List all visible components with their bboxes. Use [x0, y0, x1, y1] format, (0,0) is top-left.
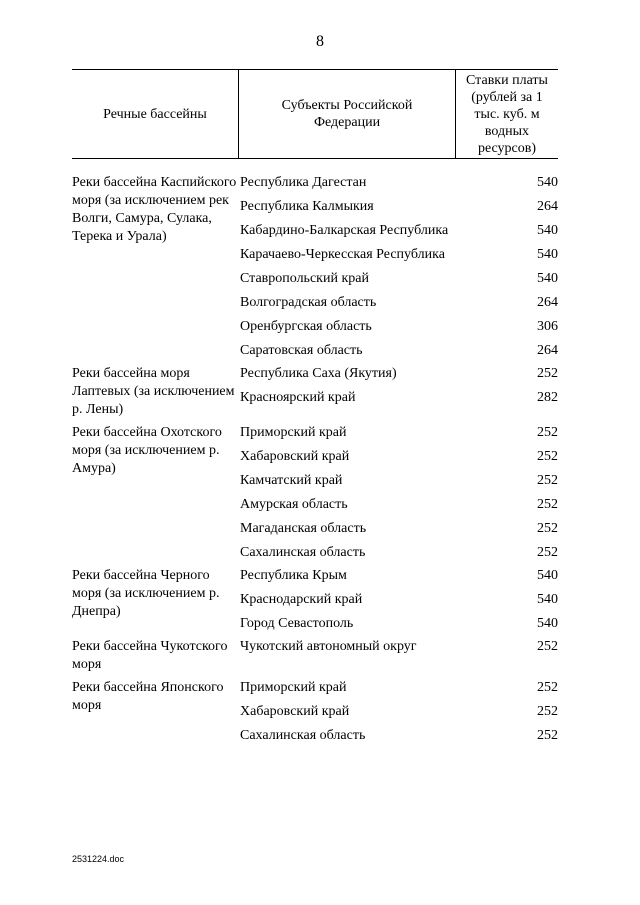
table-row	[240, 448, 558, 466]
rate-value: 252	[537, 545, 558, 560]
region-name: Приморский край	[240, 425, 347, 440]
basin-name: Реки бассейна Каспийского моря (за исключением рек Волги, Самура, Сулака, Терека и Урала)	[72, 175, 237, 244]
rate-value: 252	[537, 704, 558, 719]
table-row	[240, 365, 558, 383]
table-row	[240, 174, 558, 192]
region-name: Волгоградская область	[240, 295, 377, 310]
region-name: Республика Дагестан	[240, 175, 367, 190]
basin-group	[72, 174, 558, 360]
region-name: Амурская область	[240, 497, 348, 512]
table-row	[240, 246, 558, 264]
region-name: Магаданская область	[240, 521, 367, 536]
table-row	[240, 496, 558, 514]
table-body	[72, 174, 558, 745]
region-rows	[240, 174, 558, 360]
region-name: Республика Калмыкия	[240, 199, 374, 214]
basin-group	[72, 638, 558, 674]
table-row	[240, 679, 558, 697]
file-reference: 2531224.doc	[72, 854, 125, 864]
region-name: Сахалинская область	[240, 545, 366, 560]
header-basins: Речные бассейны	[103, 106, 207, 122]
rate-value: 252	[537, 639, 558, 654]
region-name: Сахалинская область	[240, 728, 366, 743]
rate-value: 264	[537, 295, 558, 310]
table-row	[240, 638, 558, 656]
region-rows	[240, 679, 558, 745]
region-name: Красноярский край	[240, 390, 356, 405]
rate-value: 252	[537, 497, 558, 512]
rate-value: 264	[537, 343, 558, 358]
rate-value: 282	[537, 390, 558, 405]
table-row	[240, 198, 558, 216]
table-row	[240, 270, 558, 288]
region-name: Чукотский автономный округ	[240, 639, 417, 654]
rate-value: 252	[537, 425, 558, 440]
header-rates: Ставки платы (рублей за 1 тыс. куб. м водных ресурсов)	[466, 72, 548, 156]
basin-name: Реки бассейна Чукотского моря	[72, 639, 228, 672]
region-name: Ставропольский край	[240, 271, 369, 286]
basin-name: Реки бассейна Охотского моря (за исключением р. Амура)	[72, 425, 222, 476]
table-row	[240, 544, 558, 562]
table-row	[240, 342, 558, 360]
table-row	[240, 520, 558, 538]
rate-value: 252	[537, 473, 558, 488]
rate-value: 540	[537, 247, 558, 262]
rate-value: 252	[537, 449, 558, 464]
region-name: Приморский край	[240, 680, 347, 695]
rate-value: 540	[537, 616, 558, 631]
table-row	[240, 318, 558, 336]
basin-name: Реки бассейна моря Лаптевых (за исключением р. Лены)	[72, 366, 235, 417]
table-row	[240, 472, 558, 490]
basin-group	[72, 365, 558, 419]
rate-value: 252	[537, 728, 558, 743]
table-row	[240, 591, 558, 609]
table-row	[240, 389, 558, 407]
table-header	[72, 69, 558, 159]
basin-name: Реки бассейна Черного моря (за исключением р. Днепра)	[72, 568, 220, 619]
table-row	[240, 727, 558, 745]
region-name: Кабардино-Балкарская Республика	[240, 223, 449, 238]
region-name: Камчатский край	[240, 473, 343, 488]
region-name: Республика Саха (Якутия)	[240, 366, 397, 381]
region-name: Оренбургская область	[240, 319, 372, 334]
region-name: Хабаровский край	[240, 704, 350, 719]
rate-value: 252	[537, 680, 558, 695]
region-name: Город Севастополь	[240, 616, 354, 631]
table-row	[240, 424, 558, 442]
rate-value: 540	[537, 592, 558, 607]
table-row	[240, 703, 558, 721]
rate-value: 540	[537, 271, 558, 286]
region-name: Республика Крым	[240, 568, 347, 583]
region-rows	[240, 365, 558, 419]
header-subjects: Субъекты Российской Федерации	[281, 98, 413, 130]
region-name: Саратовская область	[240, 343, 363, 358]
region-rows	[240, 424, 558, 562]
rate-value: 306	[537, 319, 558, 334]
page-number: 8	[316, 33, 324, 50]
rate-value: 540	[537, 568, 558, 583]
rate-value: 252	[537, 521, 558, 536]
rates-table	[72, 69, 558, 745]
rate-value: 540	[537, 175, 558, 190]
table-row	[240, 615, 558, 633]
basin-group	[72, 424, 558, 562]
basin-group	[72, 567, 558, 633]
basin-name: Реки бассейна Японского моря	[72, 680, 224, 713]
table-row	[240, 294, 558, 312]
table-row	[240, 567, 558, 585]
rate-value: 264	[537, 199, 558, 214]
region-name: Хабаровский край	[240, 449, 350, 464]
region-rows	[240, 567, 558, 633]
region-name: Карачаево-Черкесская Республика	[240, 247, 445, 262]
region-name: Краснодарский край	[240, 592, 363, 607]
rate-value: 540	[537, 223, 558, 238]
rate-value: 252	[537, 366, 558, 381]
region-rows	[240, 638, 558, 674]
basin-group	[72, 679, 558, 745]
table-row	[240, 222, 558, 240]
